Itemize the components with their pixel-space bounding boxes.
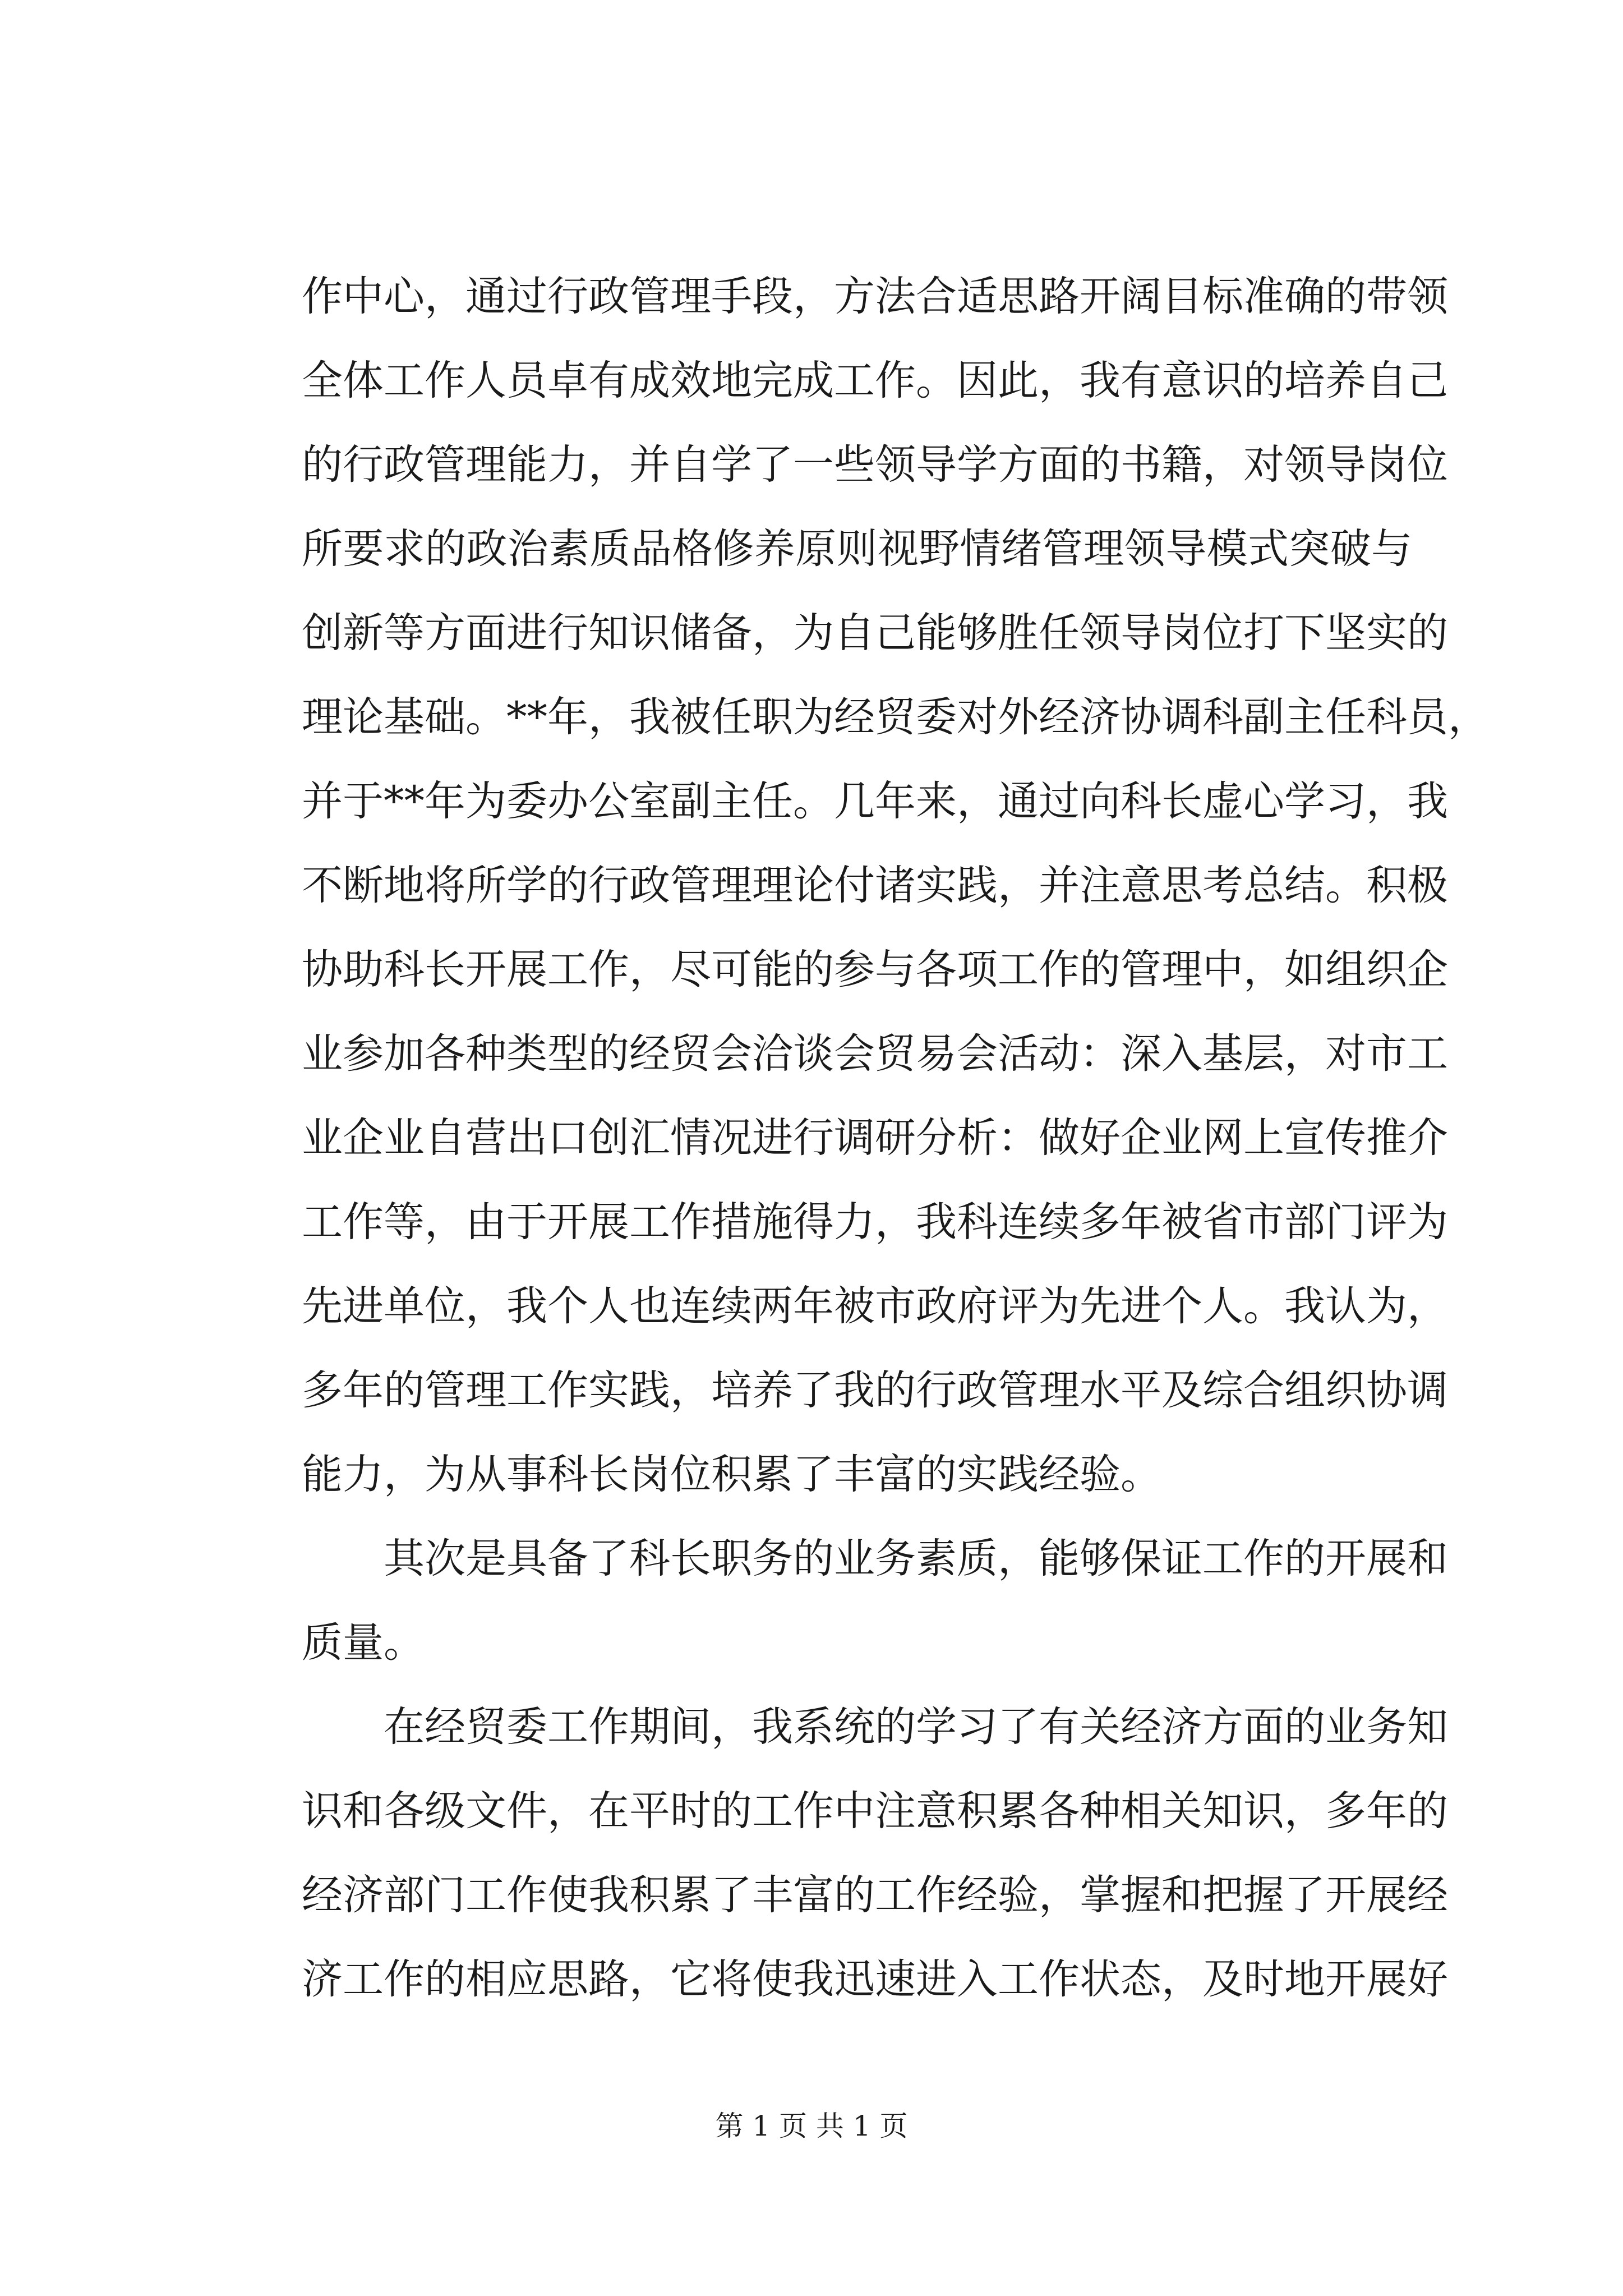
text-line: 识和各级文件，在平时的工作中注意积累各种相关知识，多年的 [302,1787,1448,1835]
text-line: 经济部门工作使我积累了丰富的工作经验，掌握和把握了开展经 [302,1871,1448,1919]
text-line: 能力，为从事科长岗位积累了丰富的实践经验。 [302,1451,1161,1498]
text-line: 全体工作人员卓有成效地完成工作。因此，我有意识的培养自己 [302,357,1448,404]
text-line: 作中心，通过行政管理手段，方法合适思路开阔目标准确的带领 [302,273,1448,320]
text-line: 理论基础。**年，我被任职为经贸委对外经济协调科副主任科员， [302,693,1489,741]
body-text [302,255,1489,2022]
text-line: 业企业自营出口创汇情况进行调研分析：做好企业网上宣传推介 [302,1114,1448,1162]
text-line: 质量。 [302,1619,425,1667]
text-line: 的行政管理能力，并自学了一些领导学方面的书籍，对领导岗位 [302,441,1448,489]
text-line: 先进单位，我个人也连续两年被市政府评为先进个人。我认为， [302,1282,1448,1330]
text-line: 所要求的政治素质品格修养原则视野情绪管理领导模式突破与 [302,525,1412,573]
text-line: 并于**年为委办公室副主任。几年来，通过向科长虚心学习，我 [302,777,1448,825]
text-line: 工作等，由于开展工作措施得力，我科连续多年被省市部门评为 [302,1198,1448,1246]
text-line: 在经贸委工作期间，我系统的学习了有关经济方面的业务知 [384,1703,1448,1751]
text-line: 协助科长开展工作，尽可能的参与各项工作的管理中，如组织企 [302,946,1448,993]
text-line: 创新等方面进行知识储备，为自己能够胜任领导岗位打下坚实的 [302,609,1448,657]
text-line: 其次是具备了科长职务的业务素质，能够保证工作的开展和 [384,1535,1448,1582]
text-line: 业参加各种类型的经贸会洽谈会贸易会活动：深入基层，对市工 [302,1030,1448,1078]
text-line: 不断地将所学的行政管理理论付诸实践，并注意思考总结。积极 [302,862,1448,909]
text-line: 济工作的相应思路，它将使我迅速进入工作状态，及时地开展好 [302,1955,1448,2003]
page-number-footer: 第 1 页 共 1 页 [715,2110,908,2142]
text-line: 多年的管理工作实践，培养了我的行政管理水平及综合组织协调 [302,1366,1448,1414]
